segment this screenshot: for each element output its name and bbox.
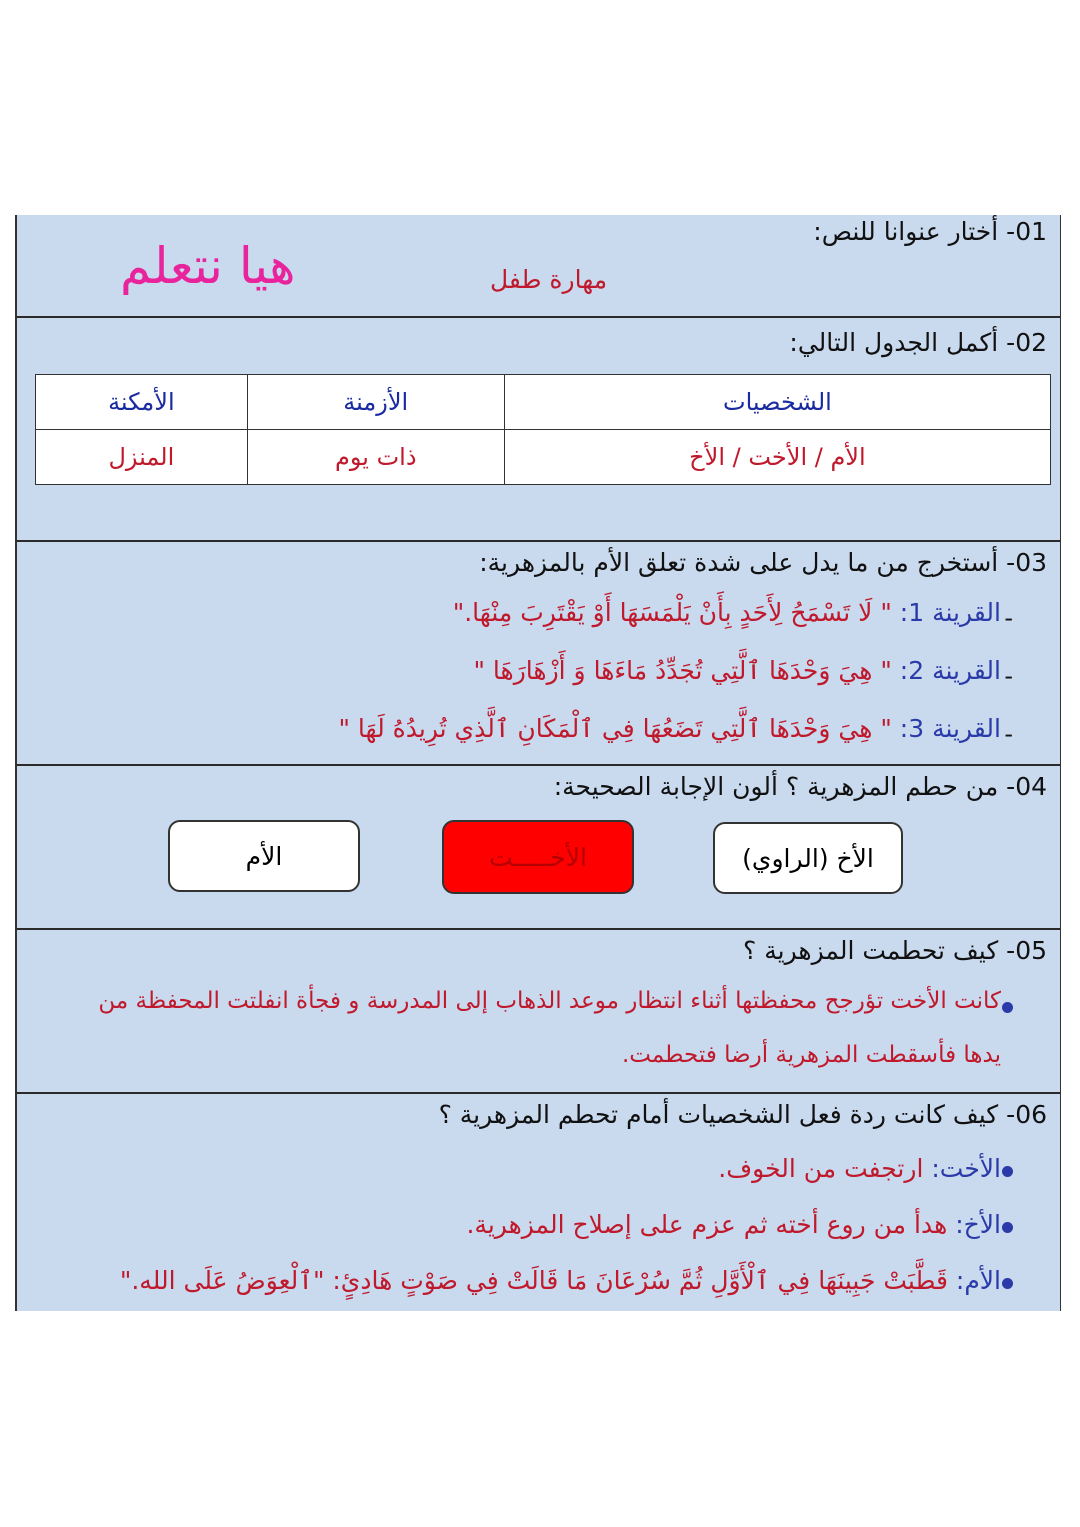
table-header: الأمكنة xyxy=(36,375,248,430)
section-01 xyxy=(15,215,1061,315)
answer-05-line1: كانت الأخت تؤرجح محفظتها أثناء انتظار موعد الذهاب إلى المدرسة و فجأة انفلتت المحفظة من xyxy=(98,988,1001,1014)
reaction-label: الأخت: xyxy=(931,1154,1001,1183)
option-label: الأخ (الراوي) xyxy=(742,843,874,873)
section-03 xyxy=(15,540,1061,765)
reaction-label: الأخ: xyxy=(955,1210,1001,1239)
reaction-text: ارتجفت من الخوف. xyxy=(718,1154,924,1183)
elements-table xyxy=(35,374,1051,485)
option-brother[interactable] xyxy=(713,822,903,894)
clue-2 xyxy=(473,656,1001,685)
clue-label: القرينة 2: xyxy=(899,656,1001,685)
answer-05-line2: يدها فأسقطت المزهرية أرضا فتحطمت. xyxy=(621,1042,1001,1068)
dash-bullet: - xyxy=(1004,662,1013,690)
table-row xyxy=(36,430,1051,485)
title-answer: مهارة طفل xyxy=(490,265,608,294)
reaction-text: هدأ من روع أخته ثم عزم على إصلاح المزهرية. xyxy=(466,1210,948,1239)
section-02 xyxy=(15,316,1061,541)
reaction-3 xyxy=(120,1266,1001,1295)
dash-bullet: - xyxy=(1004,604,1013,632)
dash-bullet: - xyxy=(1004,720,1013,748)
table-header: الأزمنة xyxy=(247,375,504,430)
option-sister[interactable] xyxy=(442,820,634,894)
clue-label: القرينة 3: xyxy=(899,714,1001,743)
left-border xyxy=(15,215,17,1311)
bullet-icon xyxy=(1002,1002,1013,1013)
question-05: 05- كيف تحطمت المزهرية ؟ xyxy=(743,936,1047,965)
clue-text: " لَا تَسْمَحُ لِأَحَدٍ بِأَنْ يَلْمَسَهَا أَوْ يَقْتَرِبَ مِنْهَا." xyxy=(452,598,892,627)
table-cell: المنزل xyxy=(36,430,248,485)
reaction-2 xyxy=(466,1210,1001,1239)
question-03: 03- أستخرج من ما يدل على شدة تعلق الأم بالمزهرية: xyxy=(479,548,1047,577)
clue-text: " هِيَ وَحْدَهَا ٱلَّتِي تُجَدِّدُ مَاءَهَا وَ أَزْهَارَهَا " xyxy=(473,656,892,685)
question-06: 06- كيف كانت ردة فعل الشخصيات أمام تحطم المزهرية ؟ xyxy=(438,1100,1047,1129)
reaction-1 xyxy=(718,1154,1001,1183)
option-label: الأم xyxy=(245,841,283,871)
table-header-row xyxy=(36,375,1051,430)
clue-3 xyxy=(338,714,1001,743)
reaction-text: قَطَّبَتْ جَبِينَهَا فِي ٱلْأَوَّلِ ثُمَّ سُرْعَانَ مَا قَالَتْ فِي صَوْتٍ هَادِئٍ: "ٱلْعِوَضُ عَلَى الله." xyxy=(119,1266,948,1295)
section-04 xyxy=(15,764,1061,929)
bullet-icon xyxy=(1002,1222,1013,1233)
bullet-icon xyxy=(1002,1166,1013,1177)
worksheet xyxy=(15,215,1061,1311)
bullet-icon xyxy=(1002,1278,1013,1289)
question-02: 02- أكمل الجدول التالي: xyxy=(789,328,1047,357)
clue-label: القرينة 1: xyxy=(899,598,1001,627)
table-cell: ذات يوم xyxy=(247,430,504,485)
clue-text: " هِيَ وَحْدَهَا ٱلَّتِي تَضَعُهَا فِي ٱلْمَكَانِ ٱلَّذِي تُرِيدُهُ لَهَا " xyxy=(338,714,892,743)
slogan: هيا نتعلم xyxy=(120,237,296,295)
reaction-label: الأم: xyxy=(955,1266,1001,1295)
question-01: 01- أختار عنوانا للنص: xyxy=(813,217,1047,246)
section-05 xyxy=(15,928,1061,1093)
question-04: 04- من حطم المزهرية ؟ ألون الإجابة الصحيحة: xyxy=(553,772,1047,801)
table-header: الشخصيات xyxy=(504,375,1050,430)
right-border xyxy=(1060,215,1062,1311)
option-mother[interactable] xyxy=(168,820,360,892)
clue-1 xyxy=(453,598,1001,627)
table-cell: الأم / الأخت / الأخ xyxy=(504,430,1050,485)
option-label: الأخـــــت xyxy=(489,842,587,872)
section-06 xyxy=(15,1092,1061,1313)
